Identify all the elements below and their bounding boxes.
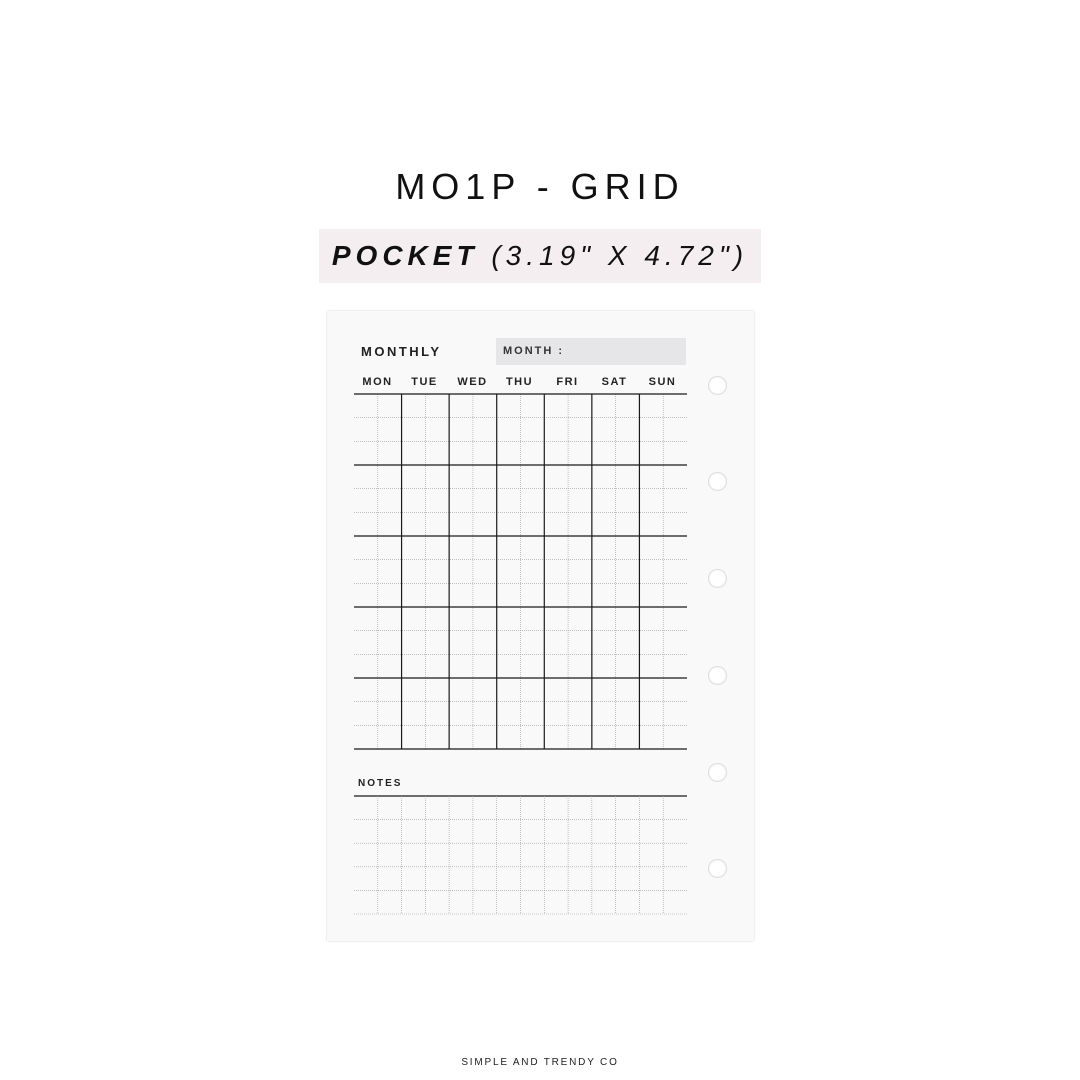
day-label-sat: SAT [601,376,628,388]
punch-hole [708,376,727,395]
brand-footer: SIMPLE AND TRENDY CO [461,1057,619,1068]
day-label-mon: MON [362,376,393,388]
punch-hole [708,472,727,491]
punch-hole [708,666,727,685]
day-label-fri: FRI [556,376,579,388]
punch-hole [708,763,727,782]
planner-sheet [327,311,754,941]
day-label-wed: WED [457,376,488,388]
product-title: MO1P - GRID [395,166,685,207]
monthly-heading: MONTHLY [361,344,442,359]
size-name: POCKET [331,240,479,271]
size-banner [319,229,761,283]
day-label-tue: TUE [411,376,438,388]
day-label-thu: THU [505,376,534,388]
punch-hole [708,569,727,588]
size-dimensions: (3.19" X 4.72") [491,240,749,271]
punch-hole [708,859,727,878]
month-label: MONTH : [503,345,565,357]
notes-label: NOTES [358,778,403,789]
size-text [319,240,761,272]
day-label-sun: SUN [648,376,677,388]
planner-grid [327,311,754,941]
